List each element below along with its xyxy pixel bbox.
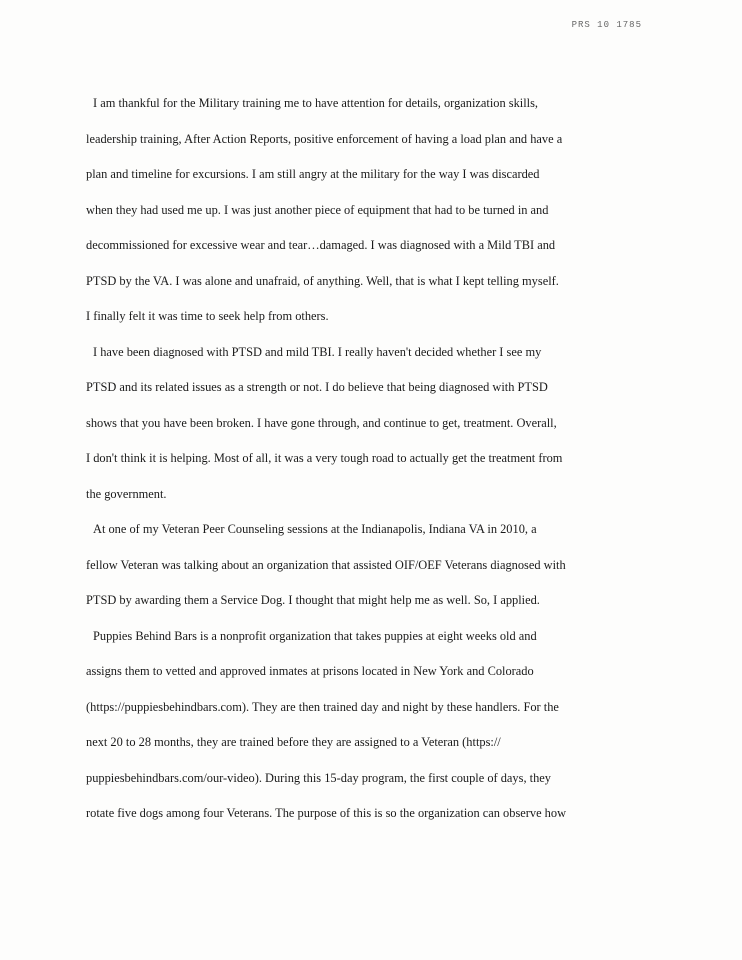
paragraph-1-line-1: I am thankful for the Military training me to have attention for details, organization skills, [93, 96, 539, 110]
paragraph-4-line-2: assigns them to vetted and approved inmates at prisons located in New York and Colorado [86, 664, 534, 678]
paragraph-1-line-3: plan and timeline for excursions. I am still angry at the military for the way I was discarded [86, 167, 540, 181]
paragraph-2-line-4: I don't think it is helping. Most of all, it was a very tough road to actually get the treatment from [86, 451, 563, 465]
paragraph-4-line-4: next 20 to 28 months, they are trained before they are assigned to a Veteran (https:// [86, 735, 501, 749]
paragraph-2-line-5: the government. [86, 486, 167, 501]
paragraph-4-line-6: rotate five dogs among four Veterans. The purpose of this is so the organization can observe how [86, 806, 567, 820]
paragraph-2-line-3: shows that you have been broken. I have gone through, and continue to get, treatment. Overall, [86, 415, 557, 430]
paragraph-2-line-2: PTSD and its related issues as a strength or not. I do believe that being diagnosed with PTSD [86, 380, 548, 394]
paragraph-4-line-1: Puppies Behind Bars is a nonprofit organization that takes puppies at eight weeks old and [93, 628, 537, 643]
document-body [86, 86, 658, 832]
paragraph-4-line-3: (https://puppiesbehindbars.com). They are then trained day and night by these handlers. For the [86, 699, 559, 714]
paragraph-1-line-7: I finally felt it was time to seek help from others. [86, 309, 329, 323]
paragraph-3-line-2: fellow Veteran was talking about an organization that assisted OIF/OEF Veterans diagnosed with [86, 557, 566, 572]
paragraph-2-line-1: I have been diagnosed with PTSD and mild TBI. I really haven't decided whether I see my [93, 344, 542, 359]
paragraph-1-line-6: PTSD by the VA. I was alone and unafraid, of anything. Well, that is what I kept telling myself. [86, 273, 559, 288]
paragraph-1-line-5: decommissioned for excessive wear and tear…damaged. I was diagnosed with a Mild TBI and [86, 238, 556, 252]
page-header-stamp: PRS 10 1785 [571, 20, 642, 30]
paragraph-1-line-2: leadership training, After Action Reports, positive enforcement of having a load plan and have a [86, 131, 563, 146]
paragraph-1-line-4: when they had used me up. I was just another piece of equipment that had to be turned in and [86, 202, 549, 217]
paragraph-3-line-1: At one of my Veteran Peer Counseling sessions at the Indianapolis, Indiana VA in 2010, a [93, 522, 537, 536]
paragraph-4-line-5: puppiesbehindbars.com/our-video). During this 15-day program, the first couple of days, they [86, 770, 551, 785]
paragraph-3-line-3: PTSD by awarding them a Service Dog. I thought that might help me as well. So, I applied. [86, 593, 540, 607]
